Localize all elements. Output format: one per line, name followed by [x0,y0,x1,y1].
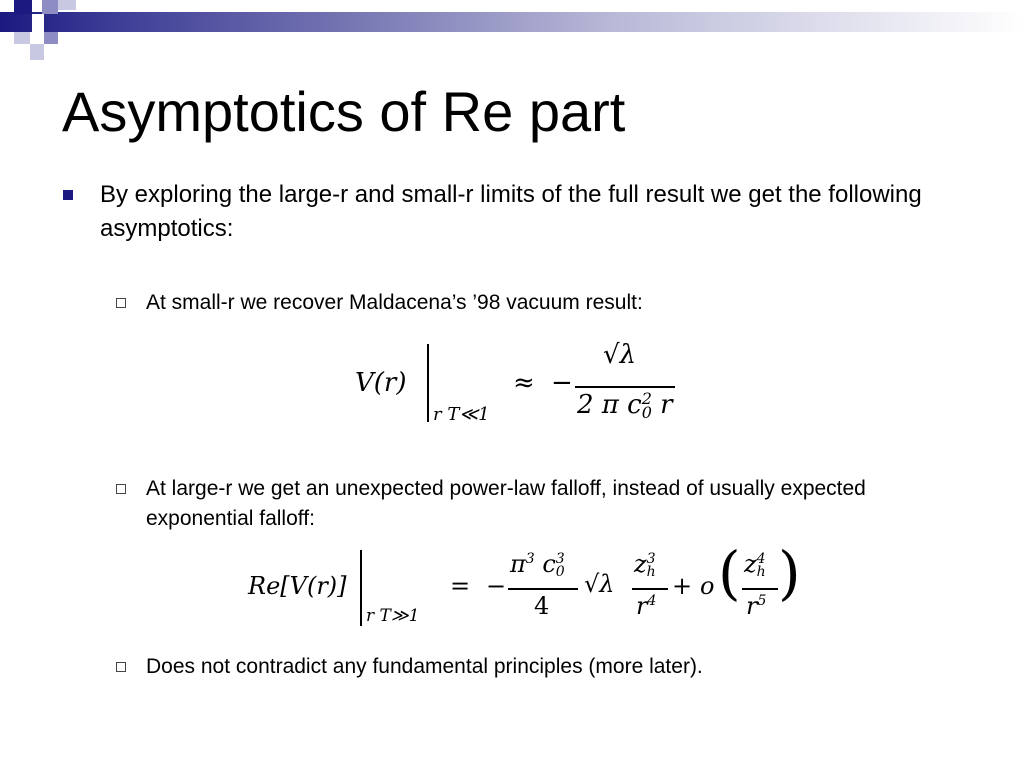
decor-square [32,14,44,32]
eq2-z2: z [744,550,757,578]
eq2-condition: r T≫1 [366,606,420,626]
eq2-pi-sup: 3 [525,551,535,567]
eq1-sign: − [551,368,573,398]
eq2-plus: + [672,572,693,600]
eq1-denominator [577,390,673,420]
eq2-paren-right: ) [778,539,801,607]
eq2-paren-left: ( [718,539,741,607]
eq2-c-sup: 3 [555,550,565,567]
decor-square [14,0,32,14]
eq2-lhs: Re[V(r)] [248,572,347,600]
eq1-condition: r T≪1 [433,404,490,425]
hollow-square-bullet-icon [116,662,126,672]
eq2-frac3-num [744,550,766,579]
eq2-r2: r [746,592,758,620]
decor-square [44,32,58,44]
eq2-r: r [636,592,648,620]
eq2-r-sup: 4 [647,593,657,609]
eq2-frac2-bar [632,588,668,590]
eq2-eval-bar [360,550,362,626]
eq2-z: z [634,550,647,578]
eq1-fraction-bar [575,386,675,388]
eq1-den-b: r [651,390,673,420]
sub-bullet-large-r: At large-r we get an unexpected power-law falloff, instead of usually expected exponential falloff: [146,477,866,530]
eq2-frac3-den [746,592,766,620]
decor-square [58,0,76,10]
decor-square [14,32,30,44]
eq1-eval-bar [427,344,429,422]
decor-square [30,44,44,60]
eq2-sign: − [486,572,507,600]
eq2-pi: π [510,550,526,578]
eq2-frac2-den [636,592,656,620]
eq1-numerator: √λ [603,340,637,370]
eq2-little-o: o [700,572,715,600]
slide-title: Asymptotics of Re part [62,80,626,143]
eq2-relation: = [450,572,471,600]
eq2-c: c [542,550,556,578]
hollow-square-bullet-icon [116,484,126,494]
eq2-c-sub: 0 [555,563,565,580]
eq1-den-sup: 2 [641,389,652,408]
sub-bullet-principles: Does not contradict any fundamental principles (more later). [146,655,703,678]
eq2-frac3-bar [742,588,778,590]
eq2-frac2-num [634,550,656,579]
eq2-z2-sub: h [756,563,766,580]
bullet-square-icon [63,190,73,200]
eq2-r2-sup: 5 [757,593,767,609]
eq2-z2-sup: 4 [756,550,766,567]
eq1-lhs: V(r) [355,368,407,398]
hollow-square-bullet-icon [116,298,126,308]
eq1-den-sub: 0 [641,403,652,422]
main-bullet-text: By exploring the large-r and small-r limits of the full result we get the following asymptotics: [100,181,922,242]
eq2-z-sup: 3 [646,550,656,567]
eq1-relation: ≈ [513,368,535,398]
eq2-frac1-bar [508,588,578,590]
sub-bullet-small-r: At small-r we recover Maldacena’s ’98 vacuum result: [146,291,643,314]
eq2-sqrt: √λ [584,570,615,598]
eq2-z-sub: h [646,563,656,580]
decor-square [42,0,58,14]
header-gradient-band [0,12,1024,32]
eq2-frac1-num [510,550,565,579]
eq1-den-a: 2 π c [577,390,642,420]
eq2-frac1-den: 4 [534,592,550,620]
